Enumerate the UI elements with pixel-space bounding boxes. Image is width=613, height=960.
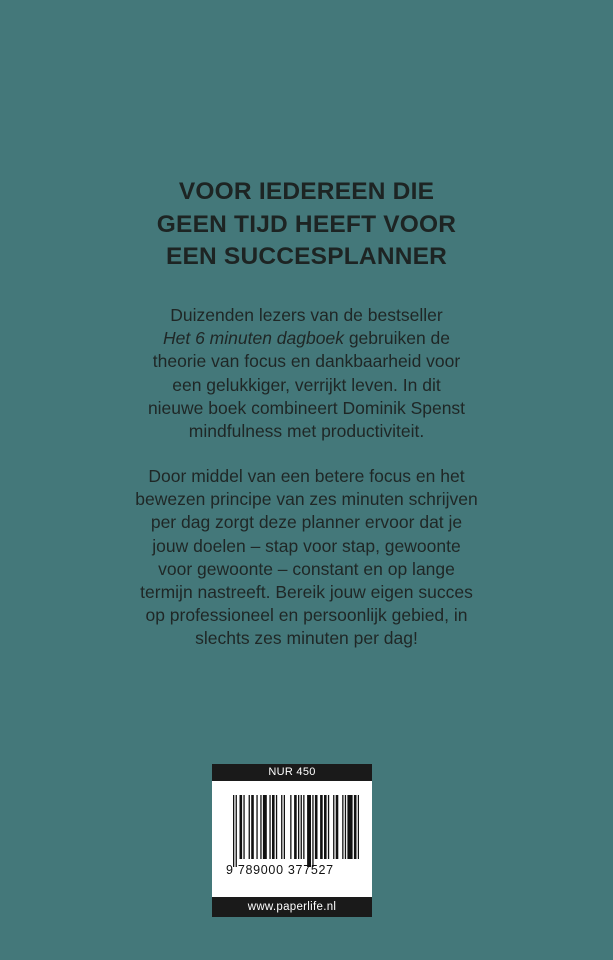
description-line-1: Door middel van een betere focus en het xyxy=(148,466,465,486)
barcode-bar xyxy=(358,795,359,859)
intro-paragraph xyxy=(0,304,613,443)
barcode-bar xyxy=(233,795,234,867)
description-line-2: bewezen principe van zes minuten schrijven xyxy=(135,489,478,510)
barcode-bar xyxy=(312,795,313,867)
barcode-bar xyxy=(298,795,299,859)
barcode-bar xyxy=(294,795,297,859)
intro-line-1: Duizenden lezers van de bestseller xyxy=(170,305,443,325)
barcode-bar xyxy=(290,795,291,859)
intro-line-5: nieuwe boek combineert Dominik Spenst xyxy=(147,397,466,418)
barcode-bar xyxy=(236,795,237,867)
barcode-bar xyxy=(315,795,318,859)
barcode-bar xyxy=(272,795,275,859)
barcode-bar xyxy=(307,795,311,867)
description-line-4: jouw doelen – stap voor stap, gewoonte xyxy=(152,535,461,556)
intro-line-2 xyxy=(0,327,613,350)
intro-line-6: mindfulness met productiviteit. xyxy=(188,421,425,442)
barcode-bar xyxy=(281,795,282,859)
barcode-bars xyxy=(233,795,359,867)
barcode-block xyxy=(212,764,372,917)
back-cover-heading xyxy=(0,176,613,274)
barcode-bar xyxy=(333,795,334,859)
intro-line-4: een gelukkiger, verrijkt leven. In dit xyxy=(172,374,441,395)
barcode-bar xyxy=(320,795,323,859)
barcode-bar xyxy=(347,795,352,859)
heading-line-1: VOOR IEDEREEN DIE xyxy=(178,178,435,205)
barcode-bar xyxy=(240,795,243,859)
intro-line-2-rest: gebruiken de xyxy=(343,328,451,349)
barcode-bar xyxy=(251,795,254,859)
description-line-7: op professioneel en persoonlijk gebied, in xyxy=(145,605,468,626)
nur-label: NUR 450 xyxy=(212,764,372,781)
barcode-bar xyxy=(276,795,277,859)
isbn-barcode xyxy=(212,781,372,897)
barcode-bar xyxy=(269,795,270,859)
barcode-bar xyxy=(303,795,304,859)
barcode-bar xyxy=(354,795,357,859)
description-paragraph xyxy=(0,465,613,651)
barcode-bar xyxy=(328,795,329,859)
description-line-6: termijn nastreeft. Bereik jouw eigen succes xyxy=(140,582,473,603)
barcode-bar xyxy=(260,795,261,859)
barcode-bar xyxy=(256,795,257,859)
barcode-bar xyxy=(301,795,302,859)
description-line-5: voor gewoonte – constant en op lange xyxy=(158,558,455,579)
heading-line-3: EEN SUCCESPLANNER xyxy=(165,243,448,270)
intro-line-3: theorie van focus en dankbaarheid voor xyxy=(152,351,461,372)
book-title-italic: Het 6 minuten dagboek xyxy=(162,328,344,349)
barcode-bar xyxy=(249,795,250,859)
barcode-bar xyxy=(263,795,267,859)
description-line-8: slechts zes minuten per dag! xyxy=(195,628,418,649)
description-line-3: per dag zorgt deze planner ervoor dat je xyxy=(150,512,463,533)
heading-line-2: GEEN TIJD HEEFT VOOR xyxy=(156,210,457,238)
barcode-bar xyxy=(284,795,285,859)
barcode-bar xyxy=(324,795,327,859)
barcode-bar xyxy=(345,795,346,859)
barcode-bar xyxy=(336,795,339,859)
barcode-bar xyxy=(342,795,343,859)
barcode-bar xyxy=(243,795,244,859)
isbn-number: 9 789000 377527 xyxy=(226,863,334,877)
publisher-website: www.paperlife.nl xyxy=(212,897,372,917)
